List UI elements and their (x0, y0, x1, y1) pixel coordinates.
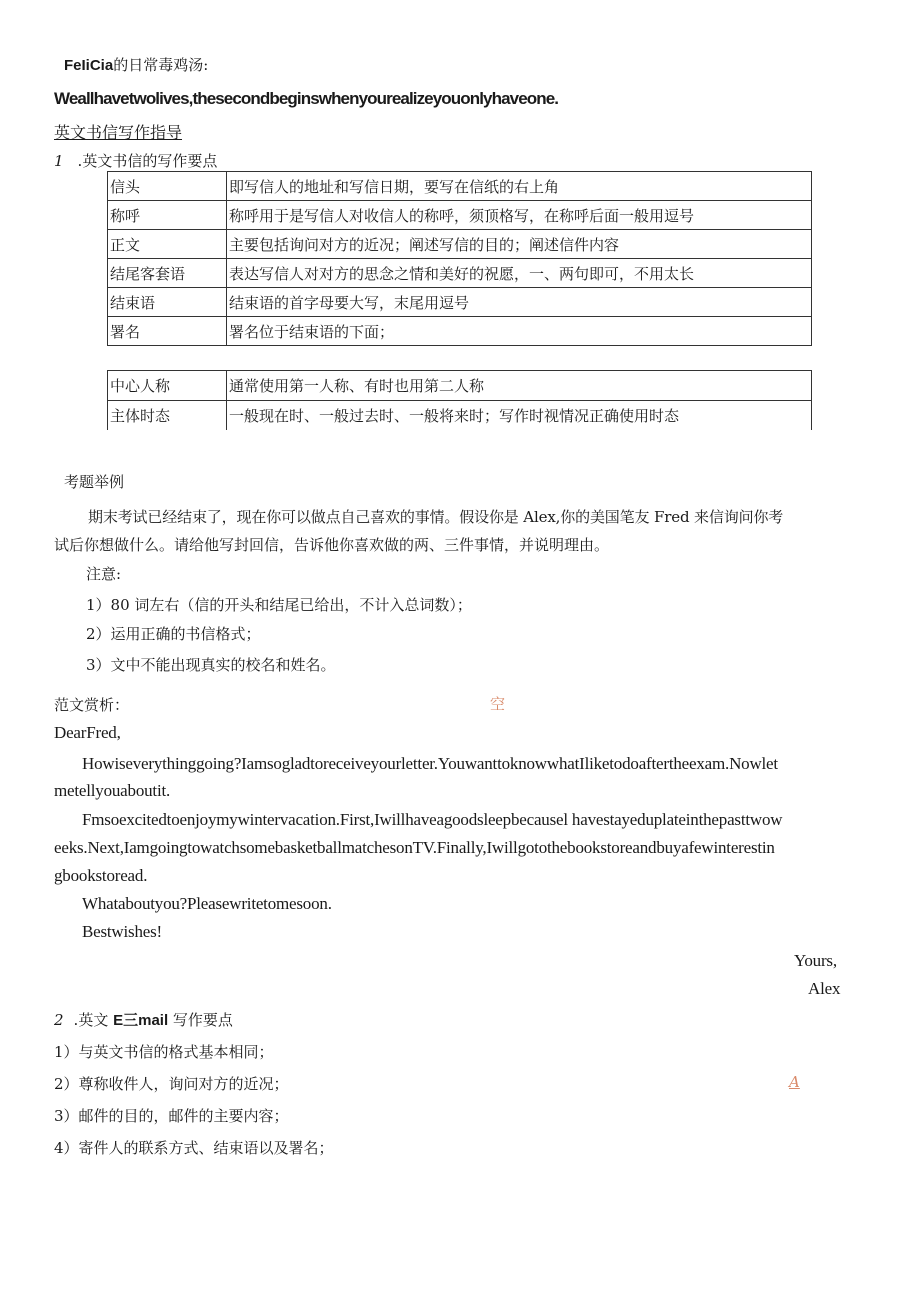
letter-signature: Alex (808, 979, 841, 998)
author-name: FeIiCia (64, 57, 114, 74)
table-row (108, 288, 812, 317)
table-row (108, 371, 812, 401)
note-item: 1）80 词左右（信的开头和结尾已给出，不计入总词数）； (86, 596, 472, 614)
example-heading: 考题举例 (64, 473, 125, 491)
table-row (108, 172, 812, 201)
example-prompt-line1: 期末考试已经结束了，现在你可以做点自己喜欢的事情。假设你是 Alex,你的美国笔友 Fred 来信询问你考 (88, 508, 784, 526)
note-item: 2）运用正确的书信格式； (86, 625, 261, 643)
letter-closing: Yours, (794, 951, 837, 970)
letter-format-table (107, 171, 812, 346)
table-cell-value: 即写信人的地址和写信日期，要写在信纸的右上角 (227, 172, 812, 201)
table-cell-value: 一般现在时、一般过去时、一般将来时；写作时视情况正确使用时态 (227, 401, 812, 431)
section2-title-post: 写作要点 (172, 1011, 233, 1029)
table-cell-key: 主体时态 (108, 401, 227, 431)
table-cell-value: 称呼用于是写信人对收信人的称呼，须顶格写，在称呼后面一般用逗号 (227, 201, 812, 230)
letter-line: eeks.Next,IamgoingtowatchsomebasketballmatchesonTV.Finally,Iwillgotothebookstoreandbuyafewinterestin (54, 838, 775, 857)
letter-greeting: DearFred, (54, 723, 121, 742)
table-cell-key: 中心人称 (108, 371, 227, 401)
section2-heading (54, 1009, 233, 1030)
stray-mark: 空 (490, 695, 506, 713)
table-cell-key: 结尾客套语 (108, 259, 227, 288)
guide-title: 英文书信写作指导 (54, 123, 183, 142)
email-item: 3）邮件的目的，邮件的主要内容； (54, 1107, 289, 1125)
email-item: 4）寄件人的联系方式、结束语以及署名； (54, 1139, 334, 1157)
table-cell-value: 署名位于结束语的下面； (227, 317, 812, 346)
section1-number: 1 (54, 152, 64, 170)
table-row (108, 401, 812, 431)
author-suffix: 的日常毒鸡汤: (113, 56, 209, 74)
table-row (108, 230, 812, 259)
table-cell-key: 信头 (108, 172, 227, 201)
table-cell-key: 称呼 (108, 201, 227, 230)
table-cell-key: 署名 (108, 317, 227, 346)
table-cell-key: 正文 (108, 230, 227, 259)
table-cell-value: 结束语的首字母要大写，末尾用逗号 (227, 288, 812, 317)
table-cell-value: 主要包括询问对方的近况；阐述写信的目的；阐述信件内容 (227, 230, 812, 259)
example-prompt-line2: 试后你想做什么。请给他写封回信，告诉他你喜欢做的两、三件事情，并说明理由。 (54, 536, 610, 554)
section2-title-pre: .英文 (73, 1011, 109, 1029)
author-line (64, 54, 208, 75)
letter-line: Whataboutyou?Pleasewritetomesoon. (82, 894, 332, 913)
quote-line: Weallhavetwolives,thesecondbeginswhenyourealizeyouonlyhaveone. (54, 89, 559, 108)
person-tense-table (107, 370, 812, 430)
section2-title-em: E三mail (113, 1012, 169, 1029)
email-item: 2）尊称收件人，询问对方的近况； (54, 1075, 289, 1093)
notice-label: 注意: (86, 565, 122, 583)
letter-line: Fmsoexcitedtoenjoymywintervacation.First,Iwillhaveagoodsleepbecausel havestayeduplateinthepasttwow (82, 810, 783, 829)
sample-label: 范文赏析： (54, 696, 130, 714)
table-row (108, 259, 812, 288)
table-cell-key: 结束语 (108, 288, 227, 317)
table-row (108, 317, 812, 346)
section2-number: 2 (54, 1011, 64, 1029)
table-cell-value: 表达写信人对对方的思念之情和美好的祝愿，一、两句即可，不用太长 (227, 259, 812, 288)
email-item: 1）与英文书信的格式基本相同； (54, 1043, 274, 1061)
section1-title: .英文书信的写作要点 (77, 152, 218, 170)
letter-line: metellyouaboutit. (54, 781, 171, 800)
letter-line: Howiseverythinggoing?Iamsogladtoreceiveyourletter.YouwanttoknowwhatIliketodoaftertheexam.Nowlet (82, 754, 778, 773)
letter-line: Bestwishes! (82, 922, 162, 941)
stray-mark-a: A (789, 1073, 800, 1091)
table-cell-value: 通常使用第一人称、有时也用第二人称 (227, 371, 812, 401)
note-item: 3）文中不能出现真实的校名和姓名。 (86, 656, 336, 674)
section1-heading (54, 150, 217, 171)
table-row (108, 201, 812, 230)
letter-line: gbookstoread. (54, 866, 148, 885)
